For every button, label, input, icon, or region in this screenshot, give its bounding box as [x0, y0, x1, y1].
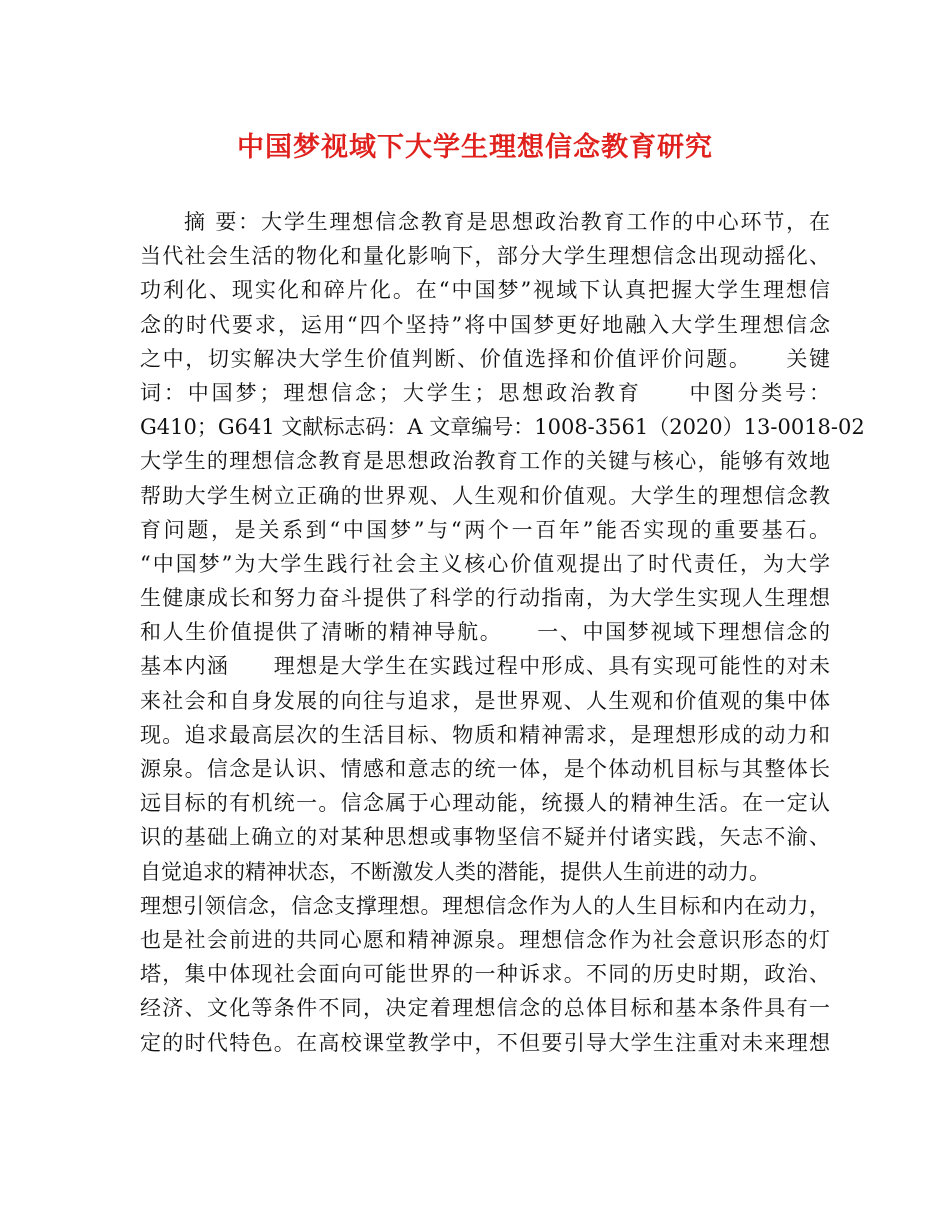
- body-line: 定的时代特色。在高校课堂教学中，不但要引导大学生注重对未来理想: [140, 1030, 830, 1055]
- body-line: 生健康成长和努力奋斗提供了科学的行动指南，为大学生实现人生理想: [140, 586, 830, 611]
- body-line: 念的时代要求，运用“四个坚持”将中国梦更好地融入大学生理想信念: [140, 312, 830, 337]
- body-line: 塔，集中体现社会面向可能世界的一种诉求。不同的历史时期，政治、: [140, 962, 830, 987]
- body-line: 远目标的有机统一。信念属于心理动能，统摄人的精神生活。在一定认: [140, 791, 830, 816]
- body-line: 基本内涵 理想是大学生在实践过程中形成、具有实现可能性的对未: [140, 654, 830, 679]
- body-line: 词：中国梦；理想信念；大学生；思想政治教育 中图分类号：: [140, 380, 830, 405]
- body-line: 摘 要：大学生理想信念教育是思想政治教育工作的中心环节，在: [184, 210, 830, 234]
- body-line: 大学生的理想信念教育是思想政治教育工作的关键与核心，能够有效地: [140, 449, 830, 474]
- body-line: 也是社会前进的共同心愿和精神源泉。理想信念作为社会意识形态的灯: [140, 927, 830, 952]
- body-line: 源泉。信念是认识、情感和意志的统一体，是个体动机目标与其整体长: [140, 757, 830, 781]
- body-line: 自觉追求的精神状态，不断激发人类的潜能，提供人生前进的动力。: [140, 859, 770, 884]
- body-line: 识的基础上确立的对某种思想或事物坚信不疑并付诸实践，矢志不渝、: [140, 825, 830, 850]
- document-title: 中国梦视域下大学生理想信念教育研究: [237, 132, 713, 163]
- body-line: G410；G641 文献标志码：A 文章编号：1008-3561（2020）13-0018-02: [140, 415, 865, 440]
- body-line: 经济、文化等条件不同，决定着理想信念的总体目标和基本条件具有一: [140, 996, 830, 1021]
- body-line: 育问题，是关系到“中国梦”与“两个一百年”能否实现的重要基石。: [140, 517, 830, 542]
- body-line: 帮助大学生树立正确的世界观、人生观和价值观。大学生的理想信念教: [140, 483, 830, 508]
- body-line: 之中，切实解决大学生价值判断、价值选择和价值评价问题。 关键: [140, 346, 830, 371]
- body-line: “中国梦”为大学生践行社会主义核心价值观提出了时代责任，为大学: [140, 551, 830, 576]
- body-line: 理想引领信念，信念支撑理想。理想信念作为人的人生目标和内在动力，: [140, 893, 830, 918]
- body-line: 来社会和自身发展的向往与追求，是世界观、人生观和价值观的集中体: [140, 688, 830, 713]
- body-line: 现。追求最高层次的生活目标、物质和精神需求，是理想形成的动力和: [140, 722, 830, 747]
- body-line: 功利化、现实化和碎片化。在“中国梦”视域下认真把握大学生理想信: [140, 278, 830, 303]
- body-line: 和人生价值提供了清晰的精神导航。 一、中国梦视域下理想信念的: [140, 620, 830, 645]
- body-line: 当代社会生活的物化和量化影响下，部分大学生理想信念出现动摇化、: [140, 244, 830, 269]
- document-body: [140, 205, 865, 1060]
